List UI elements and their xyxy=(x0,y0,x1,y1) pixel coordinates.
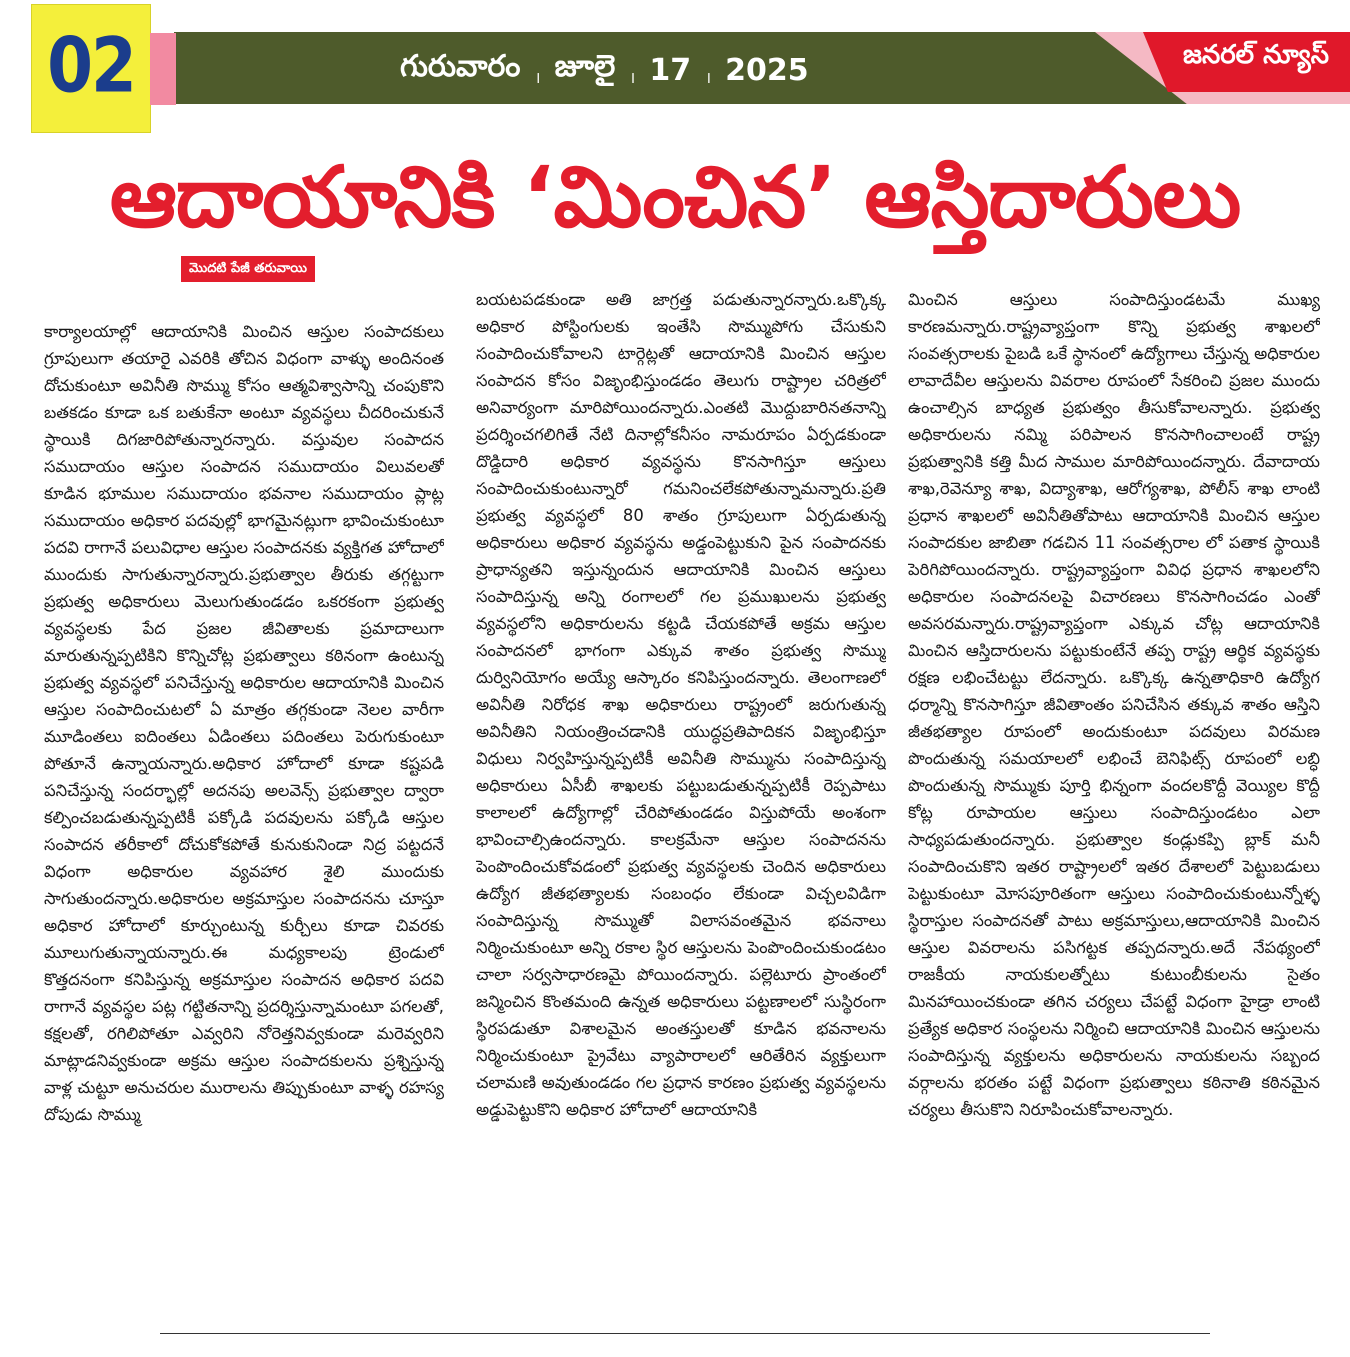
article-column-text: మించిన ఆస్తులు సంపాదిస్తుండటమే ముఖ్య కారణమన్నారు.రాష్ట్రవ్యాప్తంగా కొన్ని ప్రభుత్వ శాఖలలో సంవత్సరాలకు పైబడి ఒకే స్థానంలో ఉద్యోగాలు చేస్తున్న అధికారుల లావాదేవీల ఆస్తులను వివరాల రూపంలో సేకరించి ప్రజల ముందు ఉంచాల్సిన బాధ్యత ప్రభుత్వం తీసుకోవాలన్నారు. ప్రభుత్వ అధికారులను నమ్మి పరిపాలన కొనసాగించాలంటే రాష్ట్ర ప్రభుత్వానికి కత్తి మీద సాముల మారిపోయిందన్నారు. దేవాదాయ శాఖ,రెవెన్యూ శాఖ, విద్యాశాఖ, ఆరోగ్యశాఖ, పోలీస్ శాఖ లాంటి ప్రధాన శాఖలలో అవినీతితోపాటు ఆదాయానికి మించిన ఆస్తుల సంపాదకుల జాబితా గడచిన 11 సంవత్సరాల లో పతాక స్థాయికి పెరిగిపోయిందన్నారు. రాష్ట్రవ్యాప్తంగా వివిధ ప్రధాన శాఖలలోని అధికారుల సంపాదనలపై విచారణలు కొనసాగించడం ఎంతో అవసరమన్నారు.రాష్ట్రవ్యాప్తంగా ఎక్కువ చోట్ల ఆదాయానికి మించిన ఆస్తిదారులను పట్టుకుంటేనే తప్ప రాష్ట్ర ఆర్థిక వ్యవస్థకు రక్షణ లభించేటట్టు లేదన్నారు. ఒక్కొక్క ఉన్నతాధికారి ఉద్యోగ ధర్మాన్ని కొనసాగిస్తూ జీవితాంతం పనిచేసిన తక్కువ శాతం ఆస్తిని జీతభత్యాల రూపంలో అందుకుంటూ పదవులు విరమణ పొందుతున్న సమయాలలో లభించే బెనిఫిట్స్ రూపంలో లబ్ధి పొందుతున్న సొమ్ముకు పూర్తి భిన్నంగా వందలకొద్దీ వెయ్యిల కొద్దీ కోట్ల రూపాయల ఆస్తులు సంపాదిస్తుండటం ఎలా సాధ్యపడుతుందన్నారు. ప్రభుత్వాల కండ్లుకప్పి బ్లాక్ మనీ సంపాదించుకొని ఇతర రాష్ట్రాలలో ఇతర దేశాలలో పెట్టుబడులు పెట్టుకుంటూ మోసపూరితంగా ఆస్తులు సంపాదించుకుంటున్నోళ్ళ స్థిరాస్తుల సంపాదనతో పాటు అక్రమాస్తులు,ఆదాయానికి మించిన ఆస్తుల వివరాలను పసిగట్టక తప్పదన్నారు.అదే నేపథ్యంలో రాజకీయ నాయకులత్నోటు కుటుంబీకులను సైతం మినహాయించకుండా తగిన చర్యలు చేపట్టే విధంగా హైడ్రా లాంటి ప్రత్యేక అధికార సంస్థలను నిర్మించి ఆదాయానికి మించిన ఆస్తులను సంపాదిస్తున్న వ్యక్తులను అధికారులను నాయకులను సబ్బంద వర్గాలను భరతం పట్టే విధంగా ప్రభుత్వాలు కఠినాతి కఠినమైన చర్యలు తీసుకొని నిరూపించుకోవాలన్నారు. xyxy=(908,290,1320,1119)
article-headline: ఆదాయానికి ‘మించిన’ ఆస్తిదారులు xyxy=(109,147,1241,246)
date-year: 2025 xyxy=(725,52,809,88)
article-column-text: బయటపడకుండా అతి జాగ్రత్త పడుతున్నారన్నారు.ఒక్కొక్క అధికార పోస్టింగులకు ఇంతేసి సొమ్ముపోగు చేసుకుని సంపాదించుకోవాలని టార్గెట్లతో ఆదాయానికి మించిన ఆస్తుల సంపాదన కోసం విజృంభిస్తుండడం తెలుగు రాష్ట్రాల చరిత్రలో అనివార్యంగా మారిపోయిందన్నారు.ఎంతటి మొద్దుబారినతనాన్ని ప్రదర్శించగలిగితే నేటి దినాల్లోకనీసం నామరూపం ఏర్పడకుండా దొడ్డిదారి అధికార వ్యవస్థను కొనసాగిస్తూ ఆస్తులు సంపాదించుకుంటున్నారో గమనించలేకపోతున్నామన్నారు.ప్రతి ప్రభుత్వ వ్యవస్థలో 80 శాతం గ్రూపులుగా ఏర్పడుతున్న అధికారులు అధికార వ్యవస్థను అడ్డంపెట్టుకుని పైన సంపాదనకు ప్రాధాన్యతని ఇస్తున్నందున ఆదాయానికి మించిన ఆస్తులు సంపాదిస్తున్న అన్ని రంగాలలో గల ప్రముఖులను ప్రభుత్వ వ్యవస్థలోని అధికారులను కట్టడి చేయకపోతే అక్రమ ఆస్తుల సంపాదనలో భాగంగా ఎక్కువ శాతం ప్రభుత్వ సొమ్ము దుర్వినియోగం అయ్యే ఆస్కారం కనిపిస్తుందన్నారు. తెలంగాణలో అవినీతి నిరోధక శాఖ అధికారులు రాష్ట్రంలో జరుగుతున్న అవినీతిని నియంత్రించడానికి యుద్ధప్రతిపాదికన విజృంభిస్తూ విధులు నిర్వహిస్తున్నప్పటికీ అవినీతి సొమ్మును సంపాదిస్తున్న అధికారులు ఏసీబీ శాఖలకు పట్టుబడుతున్నప్పటికీ రెప్పపాటు కాలాలలో ఉద్యోగాల్లో చేరిపోతుండడం విస్తుపోయే అంశంగా భావించాల్సిఉందన్నారు. కాలక్రమేనా ఆస్తుల సంపాదనను పెంపొందించుకోవడంలో ప్రభుత్వ వ్యవస్థలకు చెందిన అధికారులు ఉద్యోగ జీతభత్యాలకు సంబంధం లేకుండా విచ్చలవిడిగా సంపాదిస్తున్న సొమ్ముతో విలాసవంతమైన భవనాలు నిర్మించుకుంటూ అన్ని రకాల స్థిర ఆస్తులను పెంపొందించుకుండటం చాలా సర్వసాధారణమై పోయిందన్నారు. పల్లెటూరు ప్రాంతంలో జన్మించిన కొంతమంది ఉన్నత అధికారులు పట్టణాలలో సుస్థిరంగా స్థిరపడుతూ విశాలమైన అంతస్తులతో కూడిన భవనాలను నిర్మించుకుంటూ ప్రైవేటు వ్యాపారాలలో ఆరితేరిన వ్యక్తులుగా చలామణి అవుతుండడం గల ప్రధాన కారణం ప్రభుత్వ వ్యవస్థలను అడ్డుపెట్టుకొని అధికార హోదాలో ఆదాయానికి xyxy=(476,290,886,1119)
dateline xyxy=(400,42,809,98)
section-tag xyxy=(1095,32,1350,104)
date-weekday: గురువారం xyxy=(400,49,521,84)
article-column-3 xyxy=(908,286,1320,1286)
article-column-1 xyxy=(44,318,444,1302)
article-column-text: కార్యాలయాల్లో ఆదాయానికి మించిన ఆస్తుల సంపాదకులు గ్రూపులుగా తయారై ఎవరికి తోచిన విధంగా వాళ్ళు అందినంత దోచుకుంటూ అవినీతి సొమ్ము కోసం ఆత్మవిశ్వాసాన్ని చంపుకొని బతకడం కూడా ఒక బతుకేనా అంటూ వ్యవస్థలు చీదరించుకునే స్థాయికి దిగజారిపోతున్నారన్నారు. వస్తువుల సంపాదన సముదాయం ఆస్తుల సంపాదన సముదాయం విలువలతో కూడిన భూముల సముదాయం భవనాల సముదాయం ప్లాట్ల సముదాయం అధికార పదవుల్లో భాగమైనట్లుగా భావించుకుంటూ పదవి రాగానే పలువిధాల ఆస్తుల సంపాదనకు వ్యక్తిగత హోదాలో ముందుకు సాగుతున్నారన్నారు.ప్రభుత్వాల తీరుకు తగ్గట్టుగా ప్రభుత్వ అధికారులు మెలుగుతుండడం ఒకరకంగా ప్రభుత్వ వ్యవస్థలకు పేద ప్రజల జీవితాలకు ప్రమాదాలుగా మారుతున్నప్పటికిని కొన్నిచోట్ల ప్రభుత్వాలు కఠినంగా ఉంటున్న ప్రభుత్వ వ్యవస్థలో పనిచేస్తున్న అధికారుల ఆదాయానికి మించిన ఆస్తుల సంపాదించుటలో ఏ మాత్రం తగ్గకుండా నెలల వారీగా మూడింతలు ఐదింతలు ఏడింతలు పదింతలు పెరుగుకుంటూ పోతూనే ఉన్నాయన్నారు.అధికార హోదాలో కూడా కష్టపడి పనిచేస్తున్న సందర్భాల్లో అదనపు అలవెన్స్ ప్రభుత్వాల ద్వారా కల్పించబడుతున్నప్పటికీ పక్కోడి పదవులను పక్కోడి ఆస్తుల సంపాదన తరీకాలో దోచుకోకపోతే కునుకునిండా నిద్ర పట్టదనే విధంగా అధికారుల వ్యవహార శైలి ముందుకు సాగుతుందన్నారు.అధికారుల అక్రమాస్తుల సంపాదనను చూస్తూ అధికార హోదాలో కూర్చుంటున్న కుర్చీలు కూడా చివరకు మూలుగుతున్నాయన్నారు.ఈ మధ్యకాలపు ట్రెండులో కొత్తదనంగా కనిపిస్తున్న అక్రమాస్తుల సంపాదన అధికార పదవి రాగానే వ్యవస్థల పట్ల గట్టితనాన్ని ప్రదర్శిస్తున్నామంటూ పగలతో, కక్షలతో, రగిలిపోతూ ఎవ్వరిని నోరెత్తనివ్వకుండా మరెవ్వరిని మాట్లాడనివ్వకుండా అక్రమ ఆస్తుల సంపాదకులను ప్రశ్నిస్తున్న వాళ్ల చుట్టూ అనుచరుల మురాలను తిప్పుకుంటూ వాళ్ళ రహస్య దోపుడు సొమ్ము xyxy=(44,322,444,1124)
section-name: జనరల్ న్యూస్ xyxy=(1183,40,1329,70)
date-month: జూలై xyxy=(554,49,616,84)
article-column-2 xyxy=(476,286,886,1316)
continued-from-front-page-label: మొదటి పేజీ తరువాయి xyxy=(181,256,315,282)
date-separator: । xyxy=(629,68,636,87)
date-separator: । xyxy=(534,68,541,87)
bottom-divider xyxy=(160,1333,1210,1334)
page-number: 02 xyxy=(47,21,135,110)
date-separator: । xyxy=(705,68,712,87)
date-day: 17 xyxy=(649,52,692,88)
page-number-box xyxy=(31,4,151,133)
